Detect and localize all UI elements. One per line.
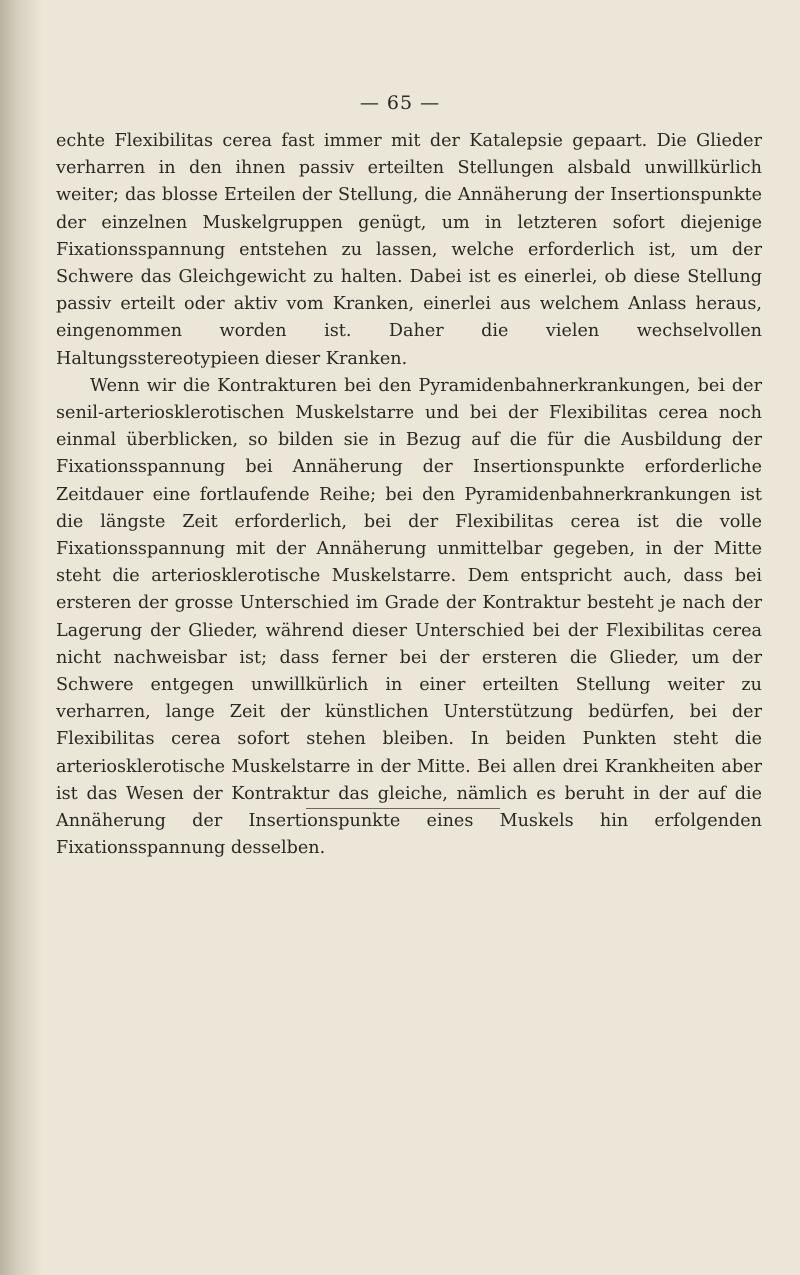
- footer-rule: [306, 808, 500, 809]
- body-text: [56, 128, 762, 862]
- paragraph-1: echte Flexibilitas cerea fast immer mit der Katalepsie gepaart. Die Glieder verharren in den ihnen passiv erteilten Stellungen alsbald unwillkürlich weiter; das blosse Erteilen der Stellung, die Annäherung der Insertionspunkte der einzelnen Muskelgruppen genügt, um in letzteren sofort diejenige Fixationsspannung entstehen zu lassen, welche erforderlich ist, um der Schwere das Gleichgewicht zu halten. Dabei ist es einerlei, ob diese Stellung passiv erteilt oder aktiv vom Kranken, einerlei aus welchem Anlass heraus, eingenommen worden ist. Daher die vielen wechselvollen Haltungsstereotypieen dieser Kranken.: [56, 131, 762, 369]
- paragraph-2: Wenn wir die Kontrakturen bei den Pyramidenbahnerkrankungen, bei der senil-arteriosklerotischen Muskelstarre und bei der Flexibilitas cerea noch einmal überblicken, so bilden sie in Bezug auf die für die Ausbildung der Fixationsspannung bei Annäherung der Insertionspunkte erforderliche Zeitdauer eine fortlaufende Reihe; bei den Pyramidenbahnerkrankungen ist die längste Zeit erforderlich, bei der Flexibilitas cerea ist die volle Fixationsspannung mit der Annäherung unmittelbar gegeben, in der Mitte steht die arteriosklerotische Muskelstarre. Dem entspricht auch, dass bei ersteren der grosse Unterschied im Grade der Kontraktur besteht je nach der Lagerung der Glieder, während dieser Unterschied bei der Flexibilitas cerea nicht nachweisbar ist; dass ferner bei der ersteren die Glieder, um der Schwere entgegen unwillkürlich in einer erteilten Stellung weiter zu verharren, lange Zeit der künstlichen Unterstützung bedürfen, bei der Flexibilitas cerea sofort stehen bleiben. In beiden Punkten steht die arteriosklerotische Muskelstarre in der Mitte. Bei allen drei Krankheiten aber ist das Wesen der Kontraktur das gleiche, nämlich es beruht in der auf die Annäherung der Insertionspunkte eines Muskels hin erfolgenden Fixationsspannung desselben.: [56, 375, 762, 859]
- page-number: — 65 —: [359, 92, 441, 114]
